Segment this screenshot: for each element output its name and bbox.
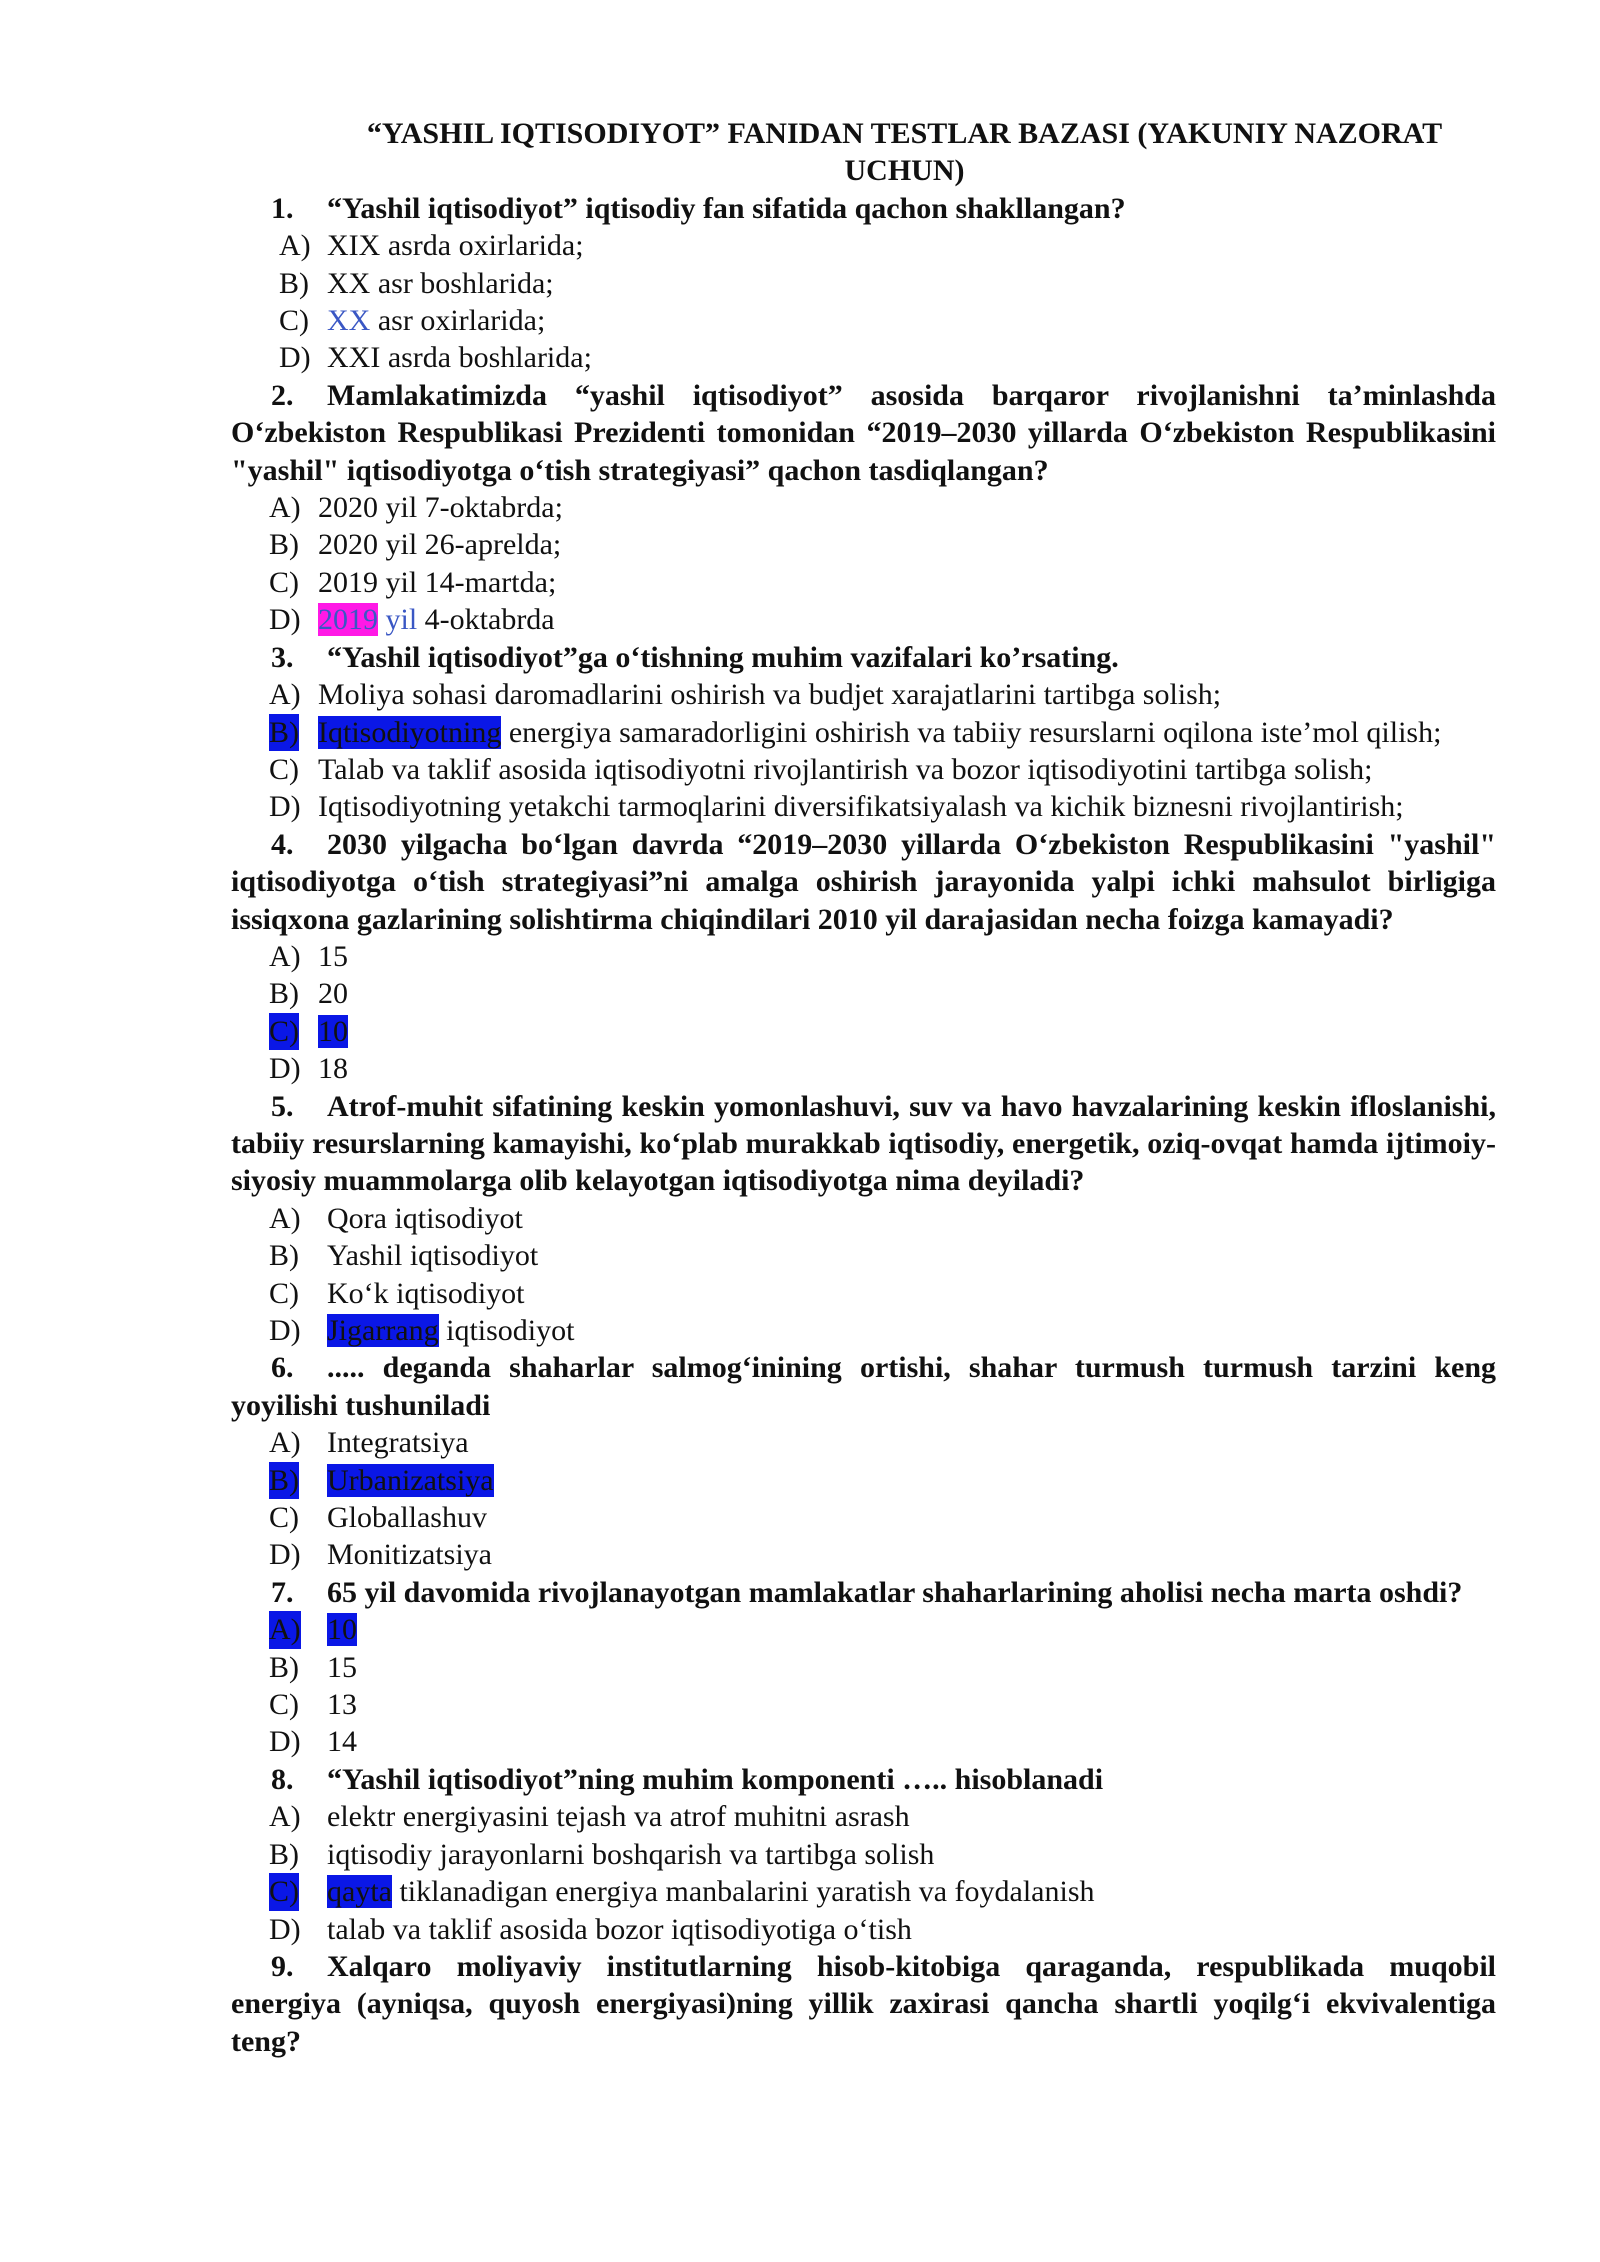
question-number: 7. <box>271 1575 294 1609</box>
blue-highlight: Urbanizatsiya <box>327 1463 494 1497</box>
option-text: tiklanadigan energiya manbalarini yaratish va foydalanish <box>391 1875 1095 1909</box>
option-text: 2019 yil 14-martda; <box>318 565 557 599</box>
option-6c <box>231 1499 1496 1536</box>
option-8a <box>231 1798 1496 1835</box>
option-text: iqtisodiyot <box>438 1314 575 1347</box>
option-label: D) <box>279 341 311 375</box>
option-label: A) <box>269 678 301 712</box>
option-label: A) <box>269 939 301 973</box>
question-text: “Yashil iqtisodiyot”ning muhim komponenti ….. hisoblanadi <box>327 1762 1104 1796</box>
option-6b <box>231 1462 1496 1499</box>
option-text: Qora iqtisodiyot <box>327 1201 523 1235</box>
option-label: C) <box>269 752 299 786</box>
option-label: D) <box>269 1314 301 1347</box>
option-text: Monitizatsiya <box>327 1538 492 1572</box>
option-text: XXI asrda boshlarida; <box>327 341 592 375</box>
option-label: D) <box>269 1052 301 1086</box>
question-text: “Yashil iqtisodiyot”ga o‘tishning muhim vazifalari ko’rsating. <box>327 640 1119 674</box>
option-text: 18 <box>318 1052 348 1086</box>
question-text: Mamlakatimizda “yashil iqtisodiyot” asosida barqaror rivojlanishni ta’minlashda O‘zbekiston Respublikasi Prezidenti tomonidan “2019–2030 yillarda O‘zbekiston Respublikasini "yashil" iqtisodiyotga o‘tish strategiyasi” qachon tasdiqlangan? <box>231 378 1496 487</box>
option-label-highlighted: C) <box>269 1013 299 1050</box>
option-label: C) <box>279 304 309 338</box>
option-7a <box>231 1611 1496 1648</box>
question-number: 9. <box>271 1949 294 1983</box>
option-text-blue: XX <box>327 304 371 338</box>
question-number: 8. <box>271 1762 294 1796</box>
option-text: iqtisodiy jarayonlarni boshqarish va tartibga solish <box>327 1837 935 1871</box>
option-label-highlighted: C) <box>269 1873 299 1910</box>
question-text: 65 yil davomida rivojlanayotgan mamlakatlar shaharlarining aholisi necha marta oshdi? <box>327 1575 1463 1609</box>
option-text: Talab va taklif asosida iqtisodiyotni rivojlantirish va bozor iqtisodiyotini tartibga solish; <box>318 752 1373 786</box>
question-2 <box>231 377 1496 489</box>
option-text: XX asr boshlarida; <box>327 266 554 300</box>
blue-highlight: qayta <box>327 1875 392 1909</box>
option-label: D) <box>269 603 301 637</box>
blue-highlight: Iqtisodiyotning <box>318 715 502 749</box>
document-title: “YASHIL IQTISODIYOT” FANIDAN TESTLAR BAZASI (YAKUNIY NAZORAT UCHUN) <box>366 117 1443 188</box>
option-label: B) <box>269 1837 299 1871</box>
option-3b <box>231 714 1496 751</box>
option-5a <box>231 1200 1496 1237</box>
option-5b <box>231 1237 1496 1274</box>
question-number: 5. <box>271 1089 294 1123</box>
option-text: 14 <box>327 1725 357 1759</box>
option-4a <box>231 938 1496 975</box>
option-label: B) <box>279 266 309 300</box>
option-text: Ko‘k iqtisodiyot <box>327 1276 525 1310</box>
question-9 <box>231 1948 1496 2060</box>
option-3d <box>231 788 1496 825</box>
option-label: D) <box>269 1725 301 1759</box>
option-4b <box>231 975 1496 1012</box>
option-1c <box>231 302 1496 339</box>
question-6 <box>231 1349 1496 1424</box>
option-1d <box>231 339 1496 376</box>
option-text: XIX asrda oxirlarida; <box>327 229 584 263</box>
option-label: C) <box>269 1501 299 1535</box>
option-text: Globallashuv <box>327 1501 487 1535</box>
question-4 <box>231 826 1496 938</box>
option-text: 13 <box>327 1688 357 1722</box>
option-label-highlighted: B) <box>269 1462 299 1499</box>
option-text: talab va taklif asosida bozor iqtisodiyotiga o‘tish <box>327 1912 912 1946</box>
option-7c <box>231 1686 1496 1723</box>
option-label: C) <box>269 1688 299 1722</box>
question-number: 2. <box>271 378 294 412</box>
option-text: Integratsiya <box>327 1426 469 1460</box>
option-2c <box>231 564 1496 601</box>
option-2a <box>231 489 1496 526</box>
option-label: A) <box>269 1426 301 1460</box>
option-7d <box>231 1723 1496 1760</box>
option-text: 15 <box>318 939 348 973</box>
question-text: “Yashil iqtisodiyot” iqtisodiy fan sifatida qachon shakllangan? <box>327 191 1126 225</box>
option-1a <box>231 227 1496 264</box>
option-3c <box>231 751 1496 788</box>
option-4d <box>231 1050 1496 1087</box>
question-number: 1. <box>271 191 294 225</box>
option-text: Moliya sohasi daromadlarini oshirish va budjet xarajatlarini tartibga solish; <box>318 678 1222 712</box>
option-label: A) <box>269 491 301 525</box>
option-label-highlighted: A) <box>269 1611 301 1648</box>
blue-highlight: 10 <box>318 1014 348 1048</box>
question-1 <box>231 190 1496 227</box>
question-number: 6. <box>271 1351 294 1385</box>
option-8c <box>231 1873 1496 1910</box>
option-5d <box>231 1312 1496 1349</box>
option-5c <box>231 1275 1496 1312</box>
option-label: D) <box>269 1912 301 1946</box>
blue-highlight: Jigarrang <box>327 1314 439 1347</box>
option-text: asr oxirlarida; <box>370 304 546 338</box>
option-8d <box>231 1911 1496 1948</box>
option-7b <box>231 1649 1496 1686</box>
option-text: Iqtisodiyotning yetakchi tarmoqlarini diversifikatsiyalash va kichik biznesni rivojlantirish; <box>318 790 1404 824</box>
option-text-blue: yil <box>378 603 418 637</box>
test-content <box>231 115 1496 2060</box>
option-text: elektr energiyasini tejash va atrof muhitni asrash <box>327 1800 910 1834</box>
blue-highlight: 10 <box>327 1613 357 1647</box>
option-6a <box>231 1424 1496 1461</box>
option-text: 2020 yil 7-oktabrda; <box>318 491 563 525</box>
option-4c <box>231 1013 1496 1050</box>
option-text: 2020 yil 26-aprelda; <box>318 528 562 562</box>
question-5 <box>231 1088 1496 1200</box>
option-label: A) <box>269 1800 301 1834</box>
question-text: ..... deganda shaharlar salmog‘inining ortishi, shahar turmush turmush tarzini keng yoyilishi tushuniladi <box>231 1351 1496 1422</box>
option-label: C) <box>269 1276 299 1310</box>
option-text: Yashil iqtisodiyot <box>327 1239 539 1273</box>
option-2d <box>231 601 1496 638</box>
question-number: 4. <box>271 827 294 861</box>
option-label: A) <box>269 1201 301 1235</box>
question-8 <box>231 1761 1496 1798</box>
option-text: energiya samaradorligini oshirish va tabiiy resurslarni oqilona iste’mol qilish; <box>501 715 1442 749</box>
option-label: B) <box>269 528 299 562</box>
option-1b <box>231 265 1496 302</box>
question-text: Atrof-muhit sifatining keskin yomonlashuvi, suv va havo havzalarining keskin ifloslanishi, tabiiy resurslarning kamayishi, ko‘plab murakkab iqtisodiy, energetik, oziq-ovqat hamda ijtimoiy-siyosiy muammolarga olib kelayotgan iqtisodiyotga nima deyiladi? <box>231 1089 1496 1198</box>
option-label: D) <box>269 1538 301 1572</box>
option-3a <box>231 676 1496 713</box>
option-text: 4-oktabrda <box>417 603 555 637</box>
option-text: 15 <box>327 1650 357 1684</box>
option-label: D) <box>269 790 301 824</box>
option-label-highlighted: B) <box>269 714 299 751</box>
question-text: 2030 yilgacha bo‘lgan davrda “2019–2030 yillarda O‘zbekiston Respublikasini "yashil" iqtisodiyotga o‘tish strategiyasi”ni amalga oshirish jarayonida yalpi ichki mahsulot birligiga issiqxona gazlarining solishtirma chiqindilari 2010 yil darajasidan necha foizga kamayadi? <box>231 827 1496 936</box>
question-number: 3. <box>271 640 294 674</box>
option-6d <box>231 1536 1496 1573</box>
question-7 <box>231 1574 1496 1611</box>
question-3 <box>231 639 1496 676</box>
option-label: B) <box>269 1239 299 1273</box>
option-text: 20 <box>318 977 348 1011</box>
question-text: Xalqaro moliyaviy institutlarning hisob-kitobiga qaraganda, respublikada muqobil energiya (ayniqsa, quyosh energiyasi)ning yillik zaxirasi qancha shartli yoqilg‘i ekvivalentiga teng? <box>231 1949 1496 2058</box>
option-label: B) <box>269 1650 299 1684</box>
option-2b <box>231 526 1496 563</box>
option-8b <box>231 1836 1496 1873</box>
option-label: C) <box>269 565 299 599</box>
option-label: B) <box>269 977 299 1011</box>
pink-highlight: 2019 <box>318 603 378 637</box>
option-label: A) <box>279 229 311 263</box>
